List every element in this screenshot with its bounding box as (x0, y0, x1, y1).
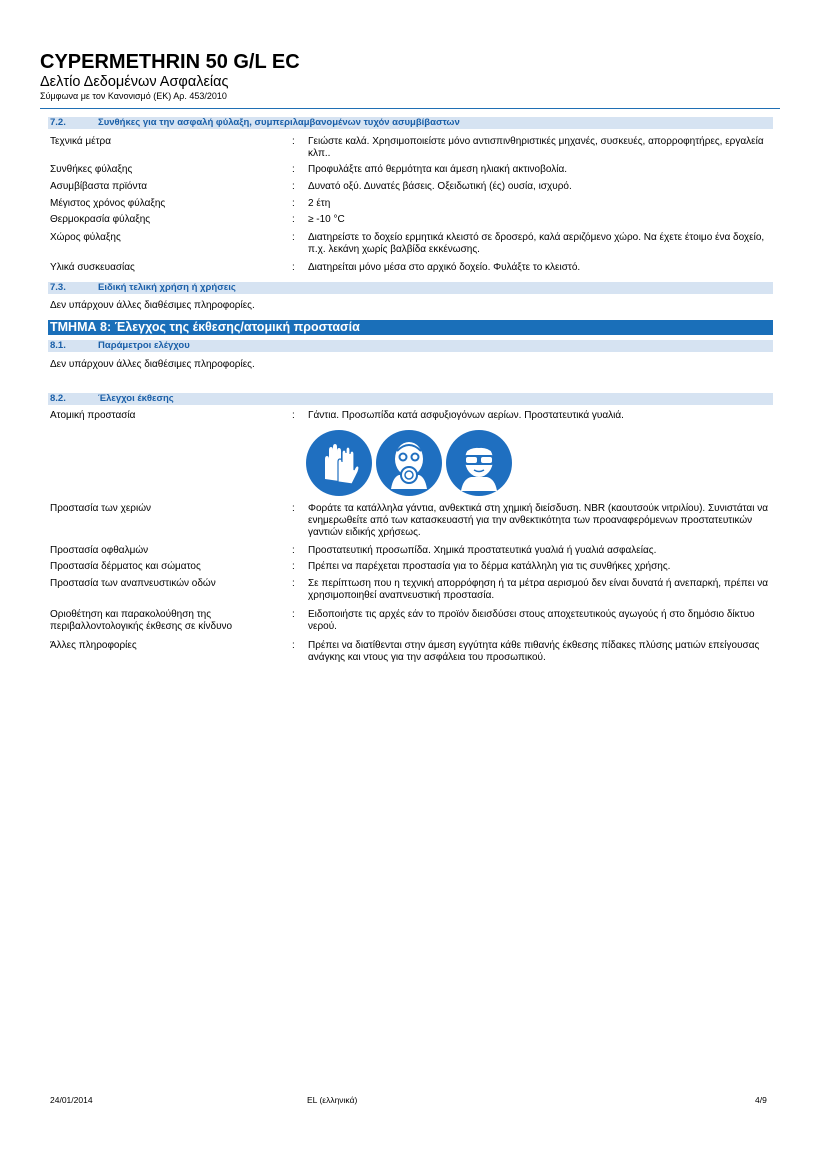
header-divider (40, 108, 780, 109)
gloves-icon (305, 429, 373, 497)
row-key: Προστασία οφθαλμών (50, 545, 149, 556)
row-value: Φοράτε τα κατάλληλα γάντια, ανθεκτικά στη χημική διείσδυση. NBR (καουτσούκ νιτριλίου). Συνιστάται να ενημερωθείτε από των κατασκευαστή για την ανθεκτικότητα των προαναφερόμενων προστατευτικών γαντιών ειδικής χρήσεως. (308, 503, 768, 538)
subsection-7-3-header (48, 282, 773, 294)
safety-goggles-icon (445, 429, 513, 497)
row-key: Ασυμβίβαστα πρϊόντα (50, 181, 148, 192)
row-key: Τεχνικά μέτρα (50, 136, 112, 147)
subsection-title: Παράμετροι ελέγχου (98, 340, 190, 351)
row-colon: : (292, 164, 295, 175)
subsection-number: 8.2. (50, 393, 66, 404)
no-info-text: Δεν υπάρχουν άλλες διαθέσιμες πληροφορίες. (50, 359, 255, 370)
row-key: Ατομική προστασία (50, 410, 136, 421)
row-value: Γειώστε καλά. Χρησιμοποιείστε μόνο αντισπινθηριστικές μηχανές, συσκευές, απορροφητήρες, εργαλεία κλπ.. (308, 136, 764, 159)
row-value: Σε περίπτωση που η τεχνική απορρόφηση ή τα μέτρα αερισμού δεν είναι δυνατά ή ανεπαρκή, πρέπει να χρησιμοποιηθεί αναπνευστική προστασία. (308, 578, 769, 601)
row-value: ≥ -10 °C (308, 214, 345, 225)
row-colon: : (292, 181, 295, 192)
row-key: Μέγιστος χρόνος φύλαξης (50, 198, 166, 209)
footer-page-number: 4/9 (755, 1095, 767, 1105)
row-value: 2 έτη (308, 198, 331, 209)
product-title: CYPERMETHRIN 50 G/L EC (40, 51, 300, 73)
row-colon: : (292, 410, 295, 421)
row-value: Προστατευτική προσωπίδα. Χημικά προστατευτικά γυαλιά ή γυαλιά ασφαλείας. (308, 545, 657, 556)
subsection-number: 7.3. (50, 282, 66, 293)
row-key: Χώρος φύλαξης (50, 232, 121, 243)
row-key: Υλικά συσκευασίας (50, 262, 135, 273)
ppe-pictograms (305, 429, 520, 497)
row-key: Θερμοκρασία φύλαξης (50, 214, 151, 225)
footer-date: 24/01/2014 (50, 1095, 93, 1105)
row-key: Συνθήκες φύλαξης (50, 164, 133, 175)
row-colon: : (292, 578, 295, 589)
row-key: Άλλες πληροφορίες (50, 640, 137, 651)
document-subtitle: Δελτίο Δεδομένων Ασφαλείας (40, 74, 229, 90)
row-colon: : (292, 262, 295, 273)
row-key: Προστασία των χεριών (50, 503, 152, 514)
subsection-number: 7.2. (50, 117, 66, 128)
row-key: Οριοθέτηση και παρακολούθηση της περιβαλλοντολογικής έκθεσης σε κίνδυνο (50, 609, 233, 632)
row-colon: : (292, 214, 295, 225)
document-header (40, 50, 780, 102)
subsection-title: Ειδική τελική χρήση ή χρήσεις (98, 282, 236, 293)
row-value: Διατηρείστε το δοχείο ερμητικά κλειστό σε δροσερό, καλά αεριζόμενο χώρο. Να έχετε έτοιμο ένα δοχείο, π.χ. λεκάνη χωρίς βαλβίδα εκκένωσης. (308, 232, 765, 255)
row-colon: : (292, 561, 295, 572)
subsection-8-1-header (48, 340, 773, 352)
row-value: Πρέπει να διατίθενται στην άμεση εγγύτητα κάθε πιθανής έκθεσης πίδακες πλύσης ματιών επείγουσας ανάγκης και ντους για την ασφάλεια του προσωπικού. (308, 640, 760, 663)
row-colon: : (292, 545, 295, 556)
row-colon: : (292, 640, 295, 651)
gas-mask-icon (375, 429, 443, 497)
row-colon: : (292, 503, 295, 514)
row-colon: : (292, 609, 295, 620)
subsection-title: Συνθήκες για την ασφαλή φύλαξη, συμπεριλαμβανομένων τυχόν ασυμβίβαστων (98, 117, 460, 128)
subsection-7-2-header (48, 117, 773, 129)
row-colon: : (292, 198, 295, 209)
row-value: Προφυλάξτε από θερμότητα και άμεση ηλιακή ακτινοβολία. (308, 164, 568, 175)
no-info-text: Δεν υπάρχουν άλλες διαθέσιμες πληροφορίες. (50, 300, 255, 311)
footer-language: EL (ελληνικά) (307, 1095, 358, 1105)
row-key: Προστασία των αναπνευστικών οδών (50, 578, 216, 589)
subsection-8-2-header (48, 393, 773, 405)
row-value: Πρέπει να παρέχεται προστασία για το δέρμα κατάλληλη για τις συνθήκες χρήσης. (308, 561, 671, 572)
row-colon: : (292, 136, 295, 147)
regulation-note: Σύμφωνα με τον Κανονισμό (ΕΚ) Αρ. 453/2010 (40, 91, 227, 101)
row-value: Διατηρείται μόνο μέσα στο αρχικό δοχείο. Φυλάξτε το κλειστό. (308, 262, 581, 273)
section-8-header: ΤΜΗΜΑ 8: Έλεγχος της έκθεσης/ατομική προστασία (48, 320, 773, 335)
row-key: Προστασία δέρματος και σώματος (50, 561, 201, 572)
row-value: Δυνατό οξύ. Δυνατές βάσεις. Οξειδωτική (ές) ουσία, ισχυρό. (308, 181, 572, 192)
row-value: Ειδοποιήστε τις αρχές εάν το προϊόν διεισδύσει στους αποχετευτικούς αγωγούς ή στο δημόσιο δίκτυο νερού. (308, 609, 755, 632)
subsection-number: 8.1. (50, 340, 66, 351)
row-colon: : (292, 232, 295, 243)
subsection-title: Έλεγχοι έκθεσης (98, 393, 174, 404)
row-value: Γάντια. Προσωπίδα κατά ασφυξιογόνων αερίων. Προστατευτικά γυαλιά. (308, 410, 624, 421)
